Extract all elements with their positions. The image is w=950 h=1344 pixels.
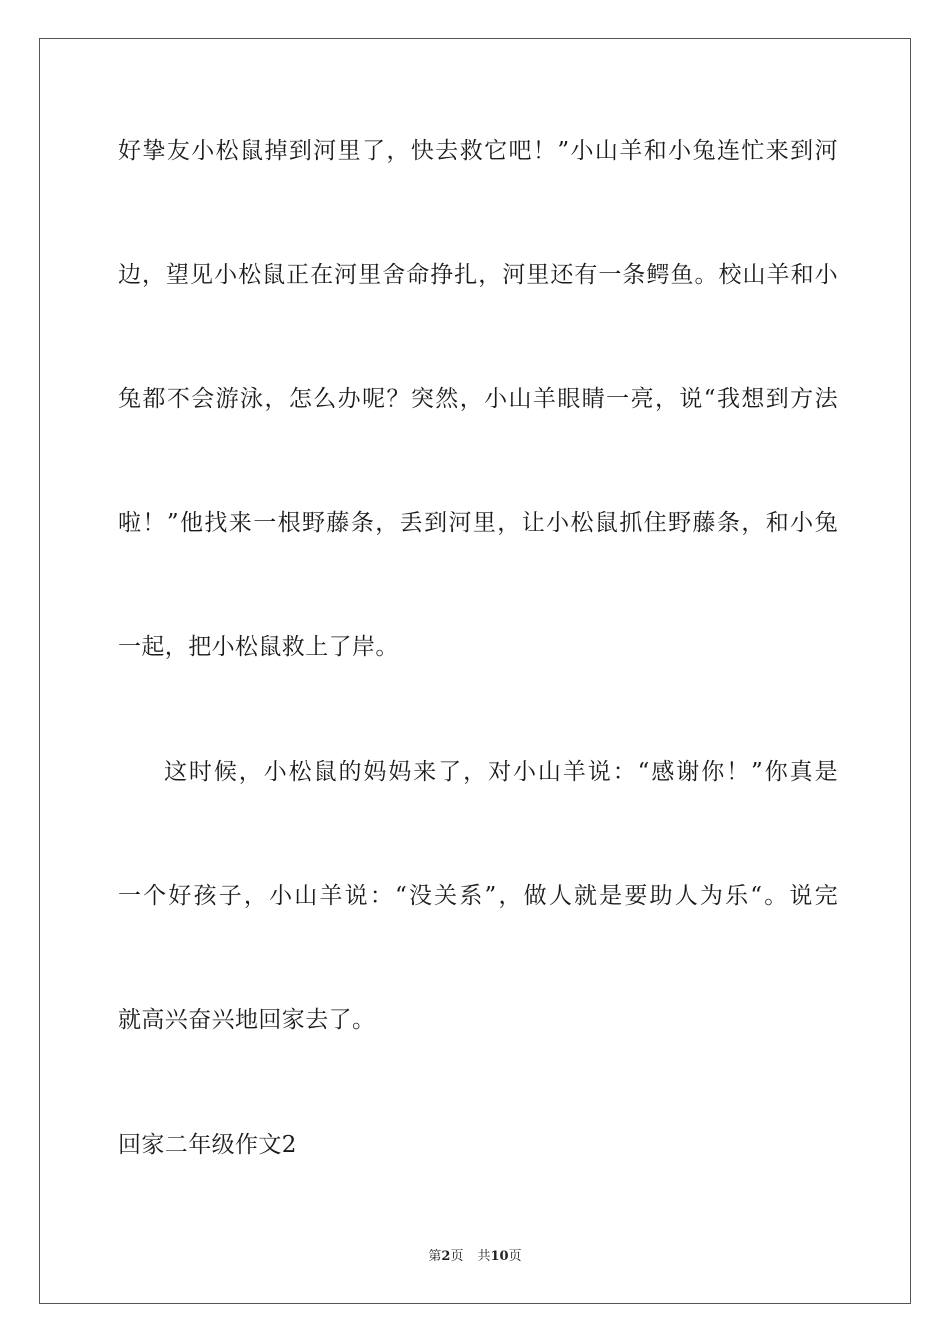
page-border bbox=[39, 38, 911, 1304]
paragraph-line: 好挚友小松鼠掉到河里了，快去救它吧！”小山羊和小兔连忙来到河 bbox=[118, 138, 838, 164]
paragraph-line: 就高兴奋兴地回家去了。 bbox=[118, 1007, 376, 1033]
paragraph-line: 一个好孩子，小山羊说：“没关系”，做人就是要助人为乐“。说完 bbox=[118, 883, 838, 909]
footer-total-prefix: 共 bbox=[477, 1249, 491, 1264]
paragraph-line: 一起，把小松鼠救上了岸。 bbox=[118, 634, 399, 660]
total-page-count: 10 bbox=[490, 1249, 509, 1264]
paragraph-line: 啦！”他找来一根野藤条，丢到河里，让小松鼠抓住野藤条，和小兔 bbox=[118, 510, 838, 536]
page-footer bbox=[0, 1248, 950, 1266]
paragraph-line: 边，望见小松鼠正在河里舍命挣扎，河里还有一条鳄鱼。校山羊和小 bbox=[118, 262, 838, 288]
section-heading: 回家二年级作文2 bbox=[118, 1132, 297, 1158]
current-page-number: 2 bbox=[441, 1249, 451, 1264]
paragraph-line: 兔都不会游泳，怎么办呢？突然，小山羊眼睛一亮，说“我想到方法 bbox=[118, 386, 838, 412]
footer-prefix: 第 bbox=[428, 1249, 442, 1264]
footer-page-suffix: 页 bbox=[450, 1249, 464, 1264]
paragraph-line-indented: 这时候，小松鼠的妈妈来了，对小山羊说：“感谢你！”你真是 bbox=[164, 759, 838, 785]
footer-total-suffix: 页 bbox=[508, 1249, 522, 1264]
